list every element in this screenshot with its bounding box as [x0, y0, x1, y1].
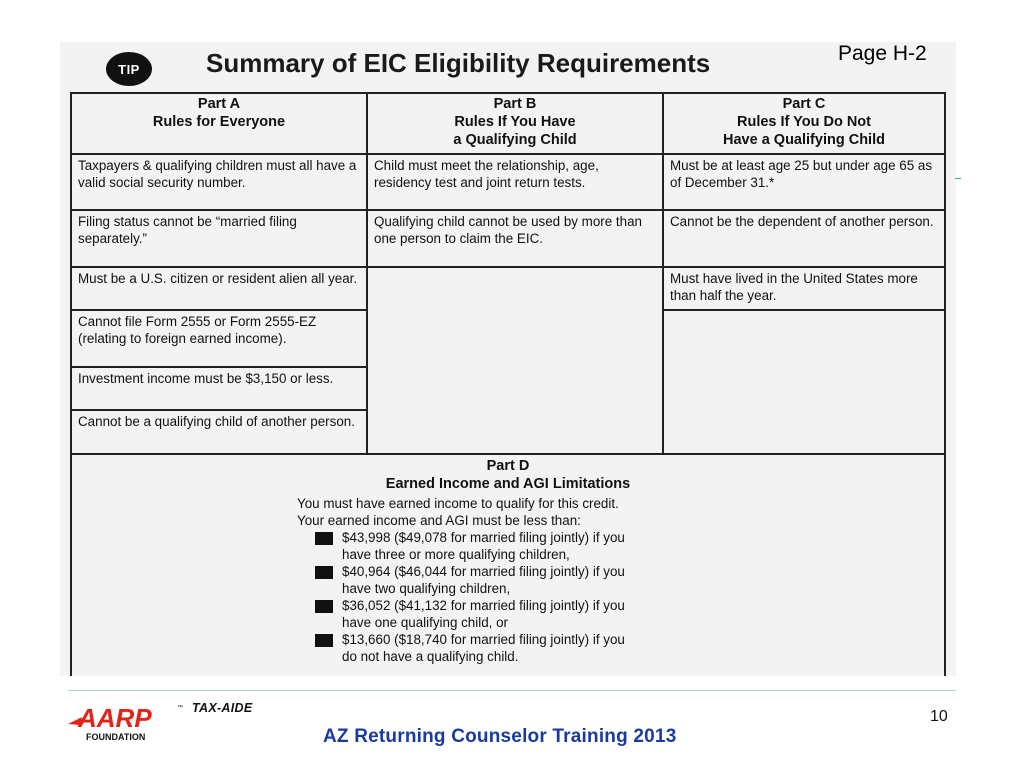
part-d-row: [71, 454, 945, 676]
footer-divider: [68, 690, 956, 691]
limit-line: $43,998 ($49,078 for married filing jointly) if you: [342, 530, 625, 545]
part-c-header: [663, 93, 945, 154]
square-bullet-icon: [315, 634, 333, 647]
limit-line: $40,964 ($46,044 for married filing jointly) if you: [342, 564, 625, 579]
part-d-subtitle: Earned Income and AGI Limitations: [385, 476, 631, 492]
part-a-rule: Cannot be a qualifying child of another person.: [71, 410, 367, 454]
aarp-logo-wordmark: AARP: [78, 703, 152, 733]
part-d-body: [297, 495, 737, 665]
header-line: Rules for Everyone: [152, 114, 286, 130]
tax-aide-label: TAX-AIDE: [192, 701, 253, 715]
part-a-rule: Filing status cannot be “married filing separately.”: [71, 210, 367, 267]
part-a-rule: Must be a U.S. citizen or resident alien all year.: [71, 267, 367, 310]
header-line: a Qualifying Child: [453, 132, 577, 148]
part-c-rule: Cannot be the dependent of another person.: [663, 210, 945, 267]
part-a-header: [71, 93, 367, 154]
slide-accent-line: [955, 178, 961, 179]
table-header-row: [71, 93, 945, 154]
square-bullet-icon: [315, 600, 333, 613]
header-line: Part B: [493, 96, 537, 112]
header-line: Have a Qualifying Child: [723, 132, 885, 148]
limit-line: $36,052 ($41,132 for married filing jointly) if you: [342, 598, 625, 613]
part-b-header: [367, 93, 663, 154]
income-limit-item: [297, 529, 737, 563]
limit-line: do not have a qualifying child.: [342, 649, 519, 664]
income-limit-item: [297, 631, 737, 665]
table-row: [71, 267, 945, 310]
square-bullet-icon: [315, 532, 333, 545]
square-bullet-icon: [315, 566, 333, 579]
slide-number: 10: [930, 708, 948, 725]
part-c-rule: Must have lived in the United States more than half the year.: [663, 267, 945, 310]
eic-requirements-table: [70, 92, 946, 676]
tip-badge: TIP: [106, 52, 152, 86]
part-b-rule: Child must meet the relationship, age, residency test and joint return tests.: [367, 154, 663, 210]
table-row: [71, 210, 945, 267]
limit-line: have three or more qualifying children,: [342, 547, 570, 562]
table-row: [71, 154, 945, 210]
part-c-rule: Must be at least age 25 but under age 65 as of December 31.*: [663, 154, 945, 210]
limit-line: $13,660 ($18,740 for married filing jointly) if you: [342, 632, 625, 647]
income-limit-item: [297, 597, 737, 631]
part-d-intro: Your earned income and AGI must be less than:: [297, 513, 581, 528]
document-title: Summary of EIC Eligibility Requirements: [206, 48, 711, 78]
header-line: Rules If You Have: [454, 114, 576, 130]
trademark-mark: ™: [177, 705, 183, 711]
document-header: [60, 42, 956, 92]
part-b-rule: Qualifying child cannot be used by more than one person to claim the EIC.: [367, 210, 663, 267]
part-d-title: Part D: [486, 458, 530, 474]
header-line: Part A: [197, 96, 241, 112]
income-limit-list: [297, 529, 737, 665]
part-a-rule: Cannot file Form 2555 or Form 2555-EZ (relating to foreign earned income).: [71, 310, 367, 367]
page-reference: Page H-2: [838, 42, 927, 65]
part-d-heading: [72, 457, 944, 493]
part-d-cell: [71, 454, 945, 676]
income-limit-item: [297, 563, 737, 597]
part-c-empty-cell: [663, 310, 945, 454]
header-line: Part C: [782, 96, 826, 112]
part-d-intro: You must have earned income to qualify for this credit.: [297, 496, 619, 511]
foundation-label: FOUNDATION: [86, 732, 146, 742]
part-b-empty-cell: [367, 267, 663, 454]
aarp-foundation-logo: [66, 700, 196, 746]
document-image: [60, 42, 956, 676]
part-a-rule: Investment income must be $3,150 or less.: [71, 367, 367, 410]
limit-line: have two qualifying children,: [342, 581, 511, 596]
part-a-rule: Taxpayers & qualifying children must all have a valid social security number.: [71, 154, 367, 210]
footer-title: AZ Returning Counselor Training 2013: [323, 726, 677, 747]
header-line: Rules If You Do Not: [737, 114, 871, 130]
limit-line: have one qualifying child, or: [342, 615, 509, 630]
